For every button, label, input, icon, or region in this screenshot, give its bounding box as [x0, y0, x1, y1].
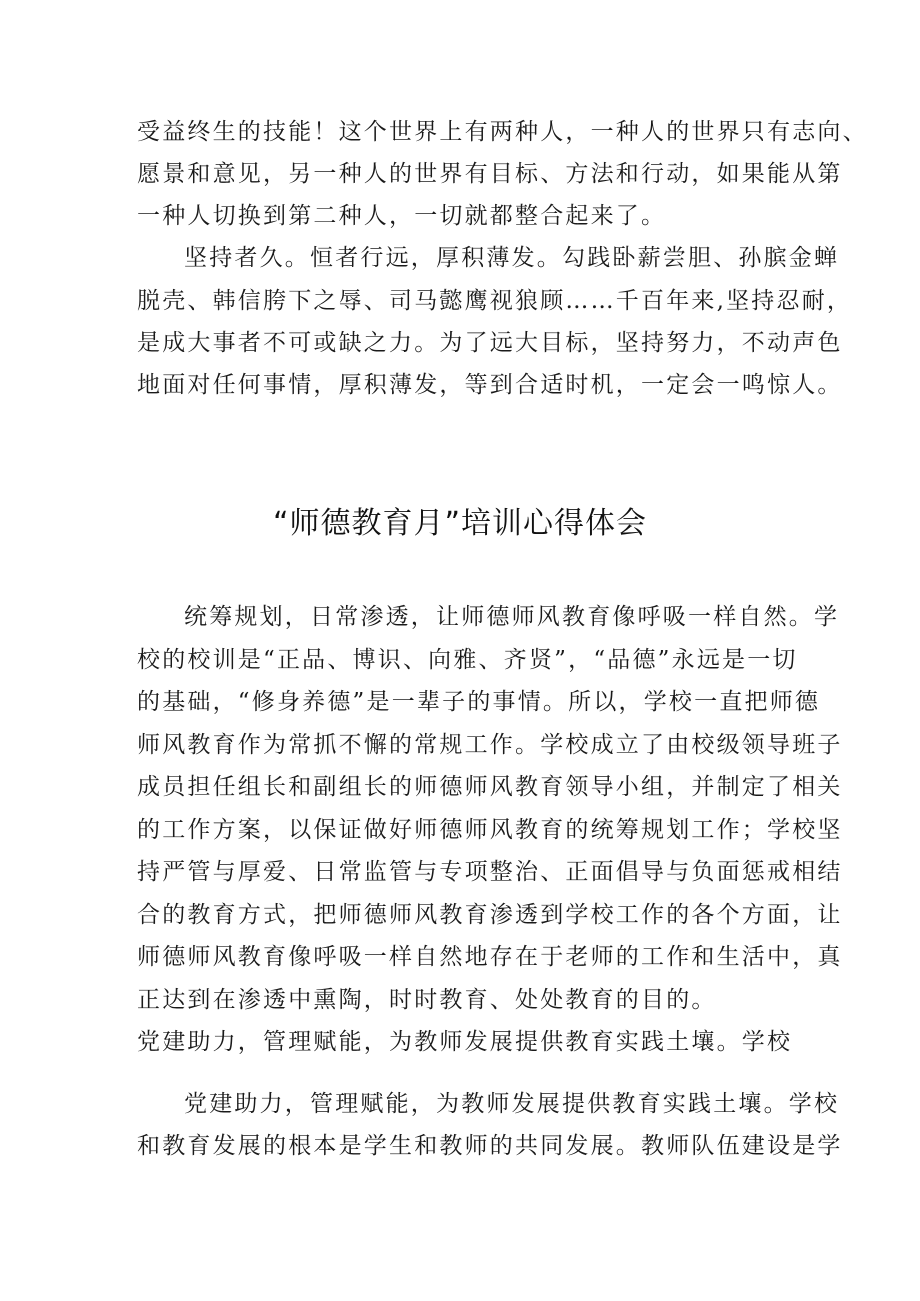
paragraph-line: 成员担任组长和副组长的师德师风教育领导小组，并制定了相关 [137, 774, 843, 800]
paragraph-line: 受益终生的技能！这个世界上有两种人，一种人的世界只有志向、 [137, 119, 868, 145]
paragraph-line: 的工作方案，以保证做好师德师风教育的统筹规划工作；学校坚 [137, 817, 843, 843]
paragraph-line: 是成大事者不可或缺之力。为了远大目标，坚持努力，不动声色 [137, 330, 843, 356]
paragraph-line: 脱壳、韩信胯下之辱、司马懿鹰视狼顾……千百年来,坚持忍耐， [137, 288, 853, 314]
paragraph-line: 愿景和意见，另一种人的世界有目标、方法和行动，如果能从第 [137, 161, 843, 187]
paragraph-line: 合的教育方式，把师德师风教育渗透到学校工作的各个方面，让 [137, 902, 843, 928]
paragraph-line: 和教育发展的根本是学生和教师的共同发展。教师队伍建设是学 [137, 1133, 843, 1159]
paragraph-line: 持严管与厚爱、日常监管与专项整治、正面倡导与负面惩戒相结 [137, 859, 843, 885]
paragraph-line: 一种人切换到第二种人，一切就都整合起来了。 [137, 203, 667, 229]
paragraph-line: 正达到在渗透中熏陶，时时教育、处处教育的目的。 [137, 987, 717, 1013]
paragraph-line: 统筹规划，日常渗透，让师德师风教育像呼吸一样自然。学 [184, 604, 840, 630]
paragraph-line: 坚持者久。恒者行远，厚积薄发。勾践卧薪尝胆、孙膑金蝉 [184, 245, 840, 271]
paragraph-line: 师德师风教育像呼吸一样自然地存在于老师的工作和生活中，真 [137, 944, 843, 970]
paragraph-line: 的基础，“修身养德”是一辈子的事情。所以，学校一直把师德 [137, 689, 821, 715]
paragraph-line: 地面对任何事情，厚积薄发，等到合适时机，一定会一鸣惊人。 [137, 372, 843, 398]
paragraph-line: 党建助力，管理赋能，为教师发展提供教育实践土壤。学校 [137, 1029, 793, 1055]
paragraph-line: 校的校训是“正品、博识、向雅、齐贤”，“品德”永远是一切 [137, 647, 798, 673]
paragraph-line: 师风教育作为常抓不懈的常规工作。学校成立了由校级领导班子 [137, 732, 843, 758]
article-title: “师德教育月”培训心得体会 [272, 506, 648, 541]
paragraph-line: 党建助力，管理赋能，为教师发展提供教育实践土壤。学校 [184, 1091, 840, 1117]
